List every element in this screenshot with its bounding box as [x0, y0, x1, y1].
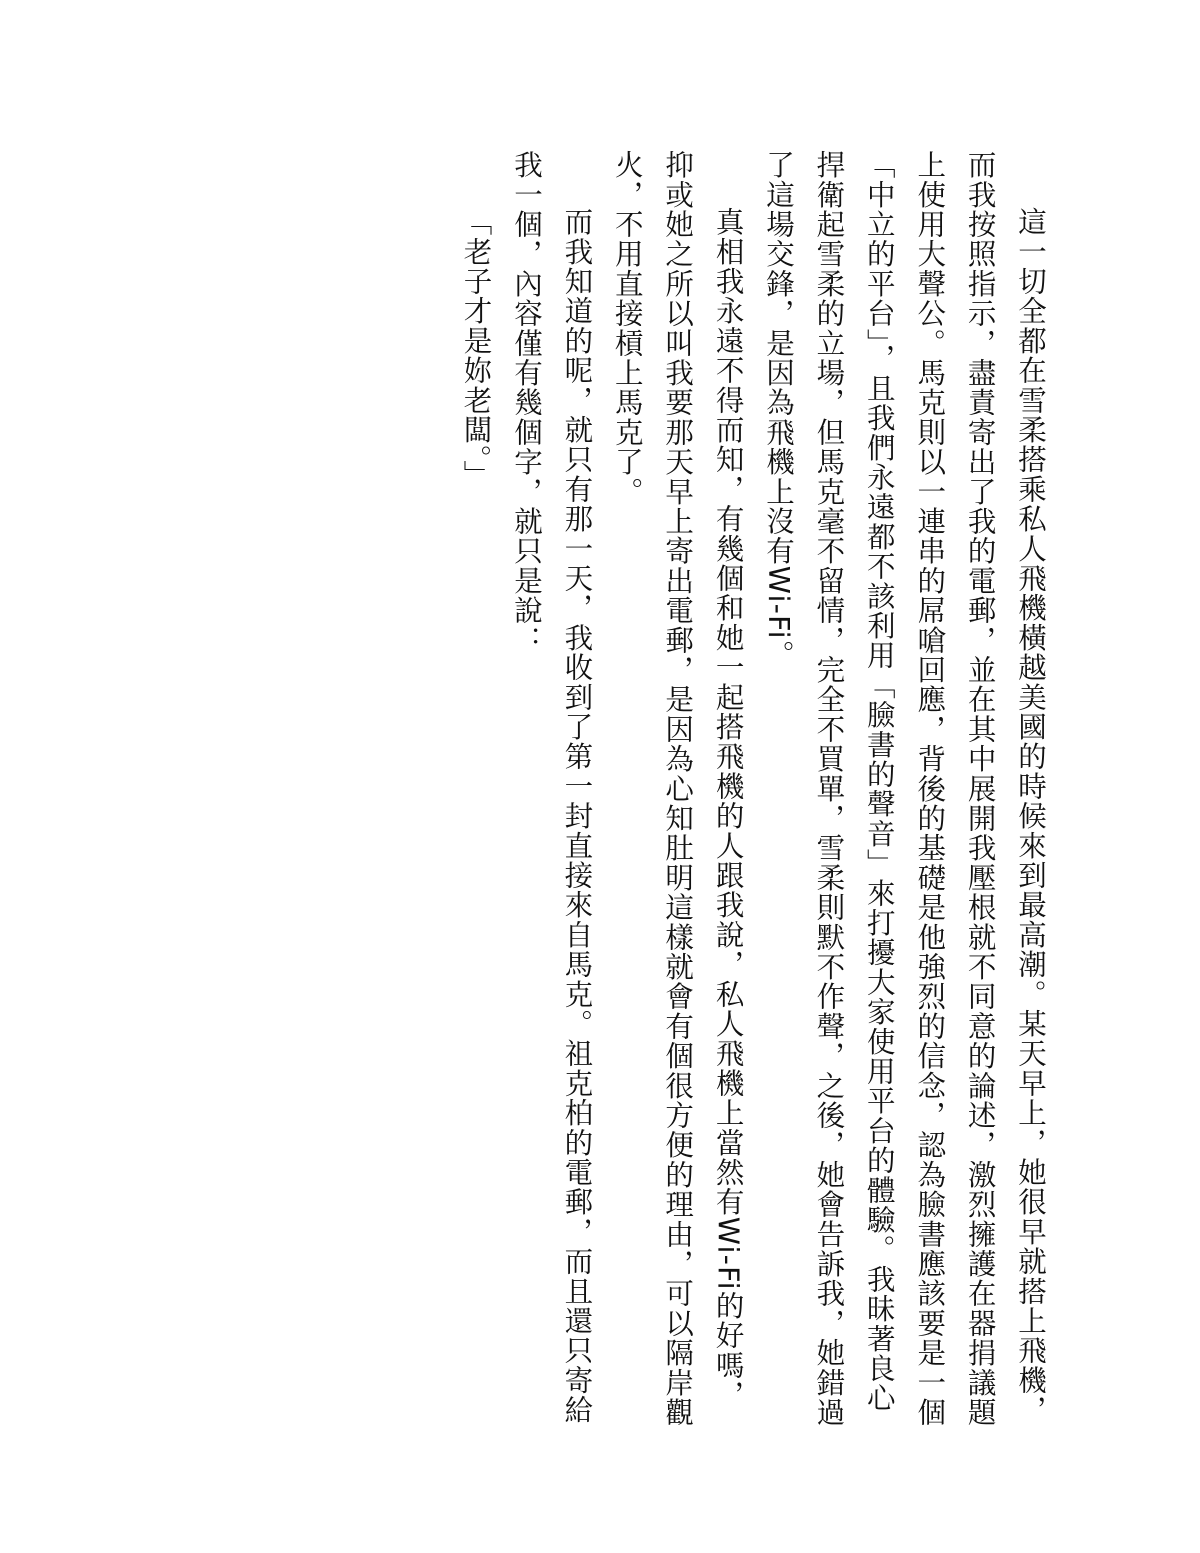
text-column-9: 火，不用直接槓上馬克了。 [610, 150, 644, 507]
text-column-6: 了這場交鋒，是因為飛機上沒有Wi-Fi。 [761, 150, 795, 670]
text-column-5: 捍衛起雪柔的立場，但馬克毫不留情，完全不買單，雪柔則默不作聲，之後，她會告訴我，她錯過 [812, 150, 846, 1428]
text-column-12: 「老子才是妳老闆。」 [459, 207, 493, 490]
text-column-11: 我一個，內容僅有幾個字，就只是說： [509, 150, 543, 655]
text-column-8: 抑或她之所以叫我要那天早上寄出電郵，是因為心知肚明這樣就會有個很方便的理由，可以隔岸觀 [661, 150, 695, 1428]
text-column-2: 而我按照指示，盡責寄出了我的電郵，並在其中展開我壓根就不同意的論述，激烈擁護在器捐議題 [963, 150, 997, 1428]
text-column-3: 上使用大聲公。馬克則以一連串的屌嗆回應，背後的基礎是他強烈的信念，認為臉書應該要是一個 [913, 150, 947, 1428]
text-column-1: 這一切全都在雪柔搭乘私人飛機橫越美國的時候來到最高潮。某天早上，她很早就搭上飛機， [1014, 207, 1047, 1425]
text-column-7: 真相我永遠不得而知，有幾個和她一起搭飛機的人跟我說，私人飛機上當然有Wi-Fi的好嗎， [711, 207, 745, 1410]
text-column-4: 「中立的平台」，且我們永遠都不該利用「臉書的聲音」來打擾大家使用平台的體驗。我昧著良心 [862, 150, 896, 1413]
text-column-10: 而我知道的呢，就只有那一天，我收到了第一封直接來自馬克。祖克柏的電郵，而且還只寄給 [560, 207, 594, 1425]
body-text [450, 150, 1055, 1430]
